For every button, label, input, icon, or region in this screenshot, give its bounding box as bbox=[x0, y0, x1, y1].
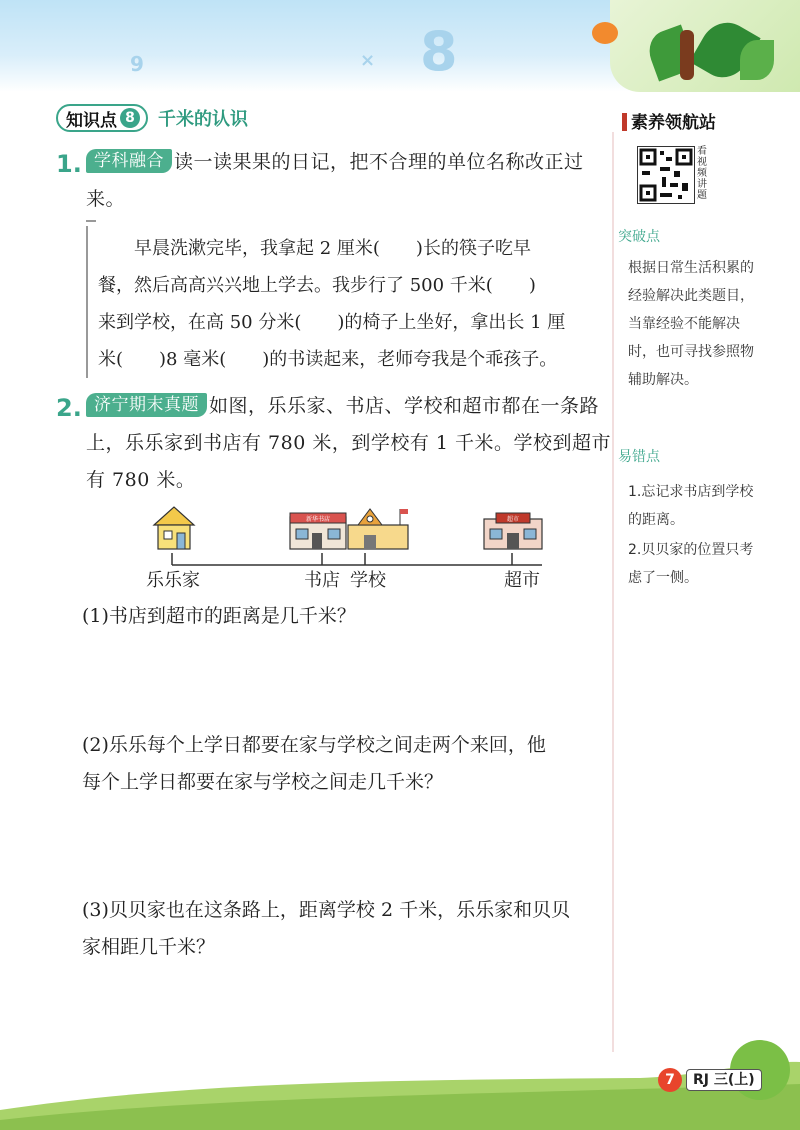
question-1-text: 读一读果果的日记，把不合理的单位名称改正过来。 bbox=[86, 151, 584, 210]
question-1-tag: 学科融合 bbox=[86, 149, 172, 173]
sub-question-2-line: 每个上学日都要在家与学校之间走几千米？ bbox=[82, 771, 444, 793]
question-2-text: 有 780 米。 bbox=[86, 469, 196, 491]
question-2-tag: 济宁期末真题 bbox=[86, 393, 207, 417]
tip-error-item: 1.忘记求书店到学校的距离。 bbox=[628, 484, 754, 528]
sub-question-3-line: 家相距几千米？ bbox=[82, 936, 216, 958]
page-number: 7 bbox=[658, 1068, 682, 1092]
question-2-number: 2. bbox=[56, 394, 82, 422]
diary-line: 来到学校，在高 50 分米( )的椅子上坐好，拿出长 1 厘 bbox=[98, 312, 566, 333]
header-digit: 8 bbox=[420, 20, 458, 83]
tip-error-heading: 易错点 bbox=[618, 449, 660, 465]
knowledge-point-badge bbox=[56, 104, 148, 132]
house-icon bbox=[154, 507, 194, 549]
question-2-text: 如图，乐乐家、书店、学校和超市都在一条路 bbox=[209, 395, 600, 417]
sub-question-3-line: (3)贝贝家也在这条路上，距离学校 2 千米，乐乐家和贝贝 bbox=[82, 899, 571, 921]
sidebar-title-text: 素养领航站 bbox=[631, 113, 716, 133]
sub-question-2 bbox=[82, 727, 612, 801]
sub-question-2-line: (2)乐乐每个上学日都要在家与学校之间走两个来回，他 bbox=[82, 734, 546, 756]
diary-text bbox=[98, 230, 610, 378]
header-banner bbox=[0, 0, 800, 92]
edition-label: RJ 三(上) bbox=[686, 1069, 762, 1091]
diary-line: 餐，然后高高兴兴地上学去。我步行了 500 千米( ) bbox=[98, 275, 536, 296]
question-1-number: 1. bbox=[56, 150, 82, 178]
diary-line: 早晨洗漱完毕，我拿起 2 厘米( )长的筷子吃早 bbox=[134, 238, 531, 259]
knowledge-point-label: 知识点 bbox=[66, 110, 117, 131]
market-sign: 超市 bbox=[506, 516, 520, 523]
header-digit: × bbox=[360, 50, 376, 71]
header-digit: 9 bbox=[130, 52, 144, 76]
plant-illustration bbox=[610, 0, 800, 92]
qr-caption: 看视频讲题 bbox=[697, 146, 707, 201]
page-indicator bbox=[658, 1068, 762, 1092]
sidebar-title bbox=[622, 108, 716, 133]
school-icon bbox=[348, 509, 408, 549]
supermarket-icon bbox=[484, 513, 542, 549]
map-label-home: 乐乐家 bbox=[146, 570, 200, 591]
diary-box bbox=[86, 226, 613, 378]
map-label-school: 学校 bbox=[350, 570, 386, 591]
knowledge-point-heading bbox=[56, 104, 248, 132]
bookstore-icon bbox=[290, 513, 346, 549]
qr-code-icon[interactable] bbox=[637, 146, 695, 204]
question-2-text: 上，乐乐家到书店有 780 米，到学校有 1 千米。学校到超市 bbox=[86, 432, 612, 454]
tip-breakthrough-heading: 突破点 bbox=[618, 229, 660, 245]
bookstore-sign: 新华书店 bbox=[305, 516, 331, 523]
sub-question-1: (1)书店到超市的距离是几千米？ bbox=[82, 605, 356, 627]
diary-line: 米( )8 毫米( )的书读起来，老师夸我是个乖孩子。 bbox=[98, 349, 558, 370]
tip-breakthrough-text: 根据日常生活积累的经验解决此类题目，当靠经验不能解决时，也可寻找参照物辅助解决。 bbox=[628, 260, 754, 388]
map-label-bookstore: 书店 bbox=[304, 570, 340, 591]
knowledge-point-number: 8 bbox=[120, 108, 140, 128]
question-2-prompt bbox=[86, 388, 611, 499]
sub-question-3 bbox=[82, 892, 612, 966]
map-label-supermarket: 超市 bbox=[504, 570, 540, 591]
knowledge-point-title: 千米的认识 bbox=[158, 109, 248, 130]
tip-error-item: 2.贝贝家的位置只考虑了一侧。 bbox=[628, 542, 754, 586]
question-1-prompt bbox=[86, 144, 611, 218]
